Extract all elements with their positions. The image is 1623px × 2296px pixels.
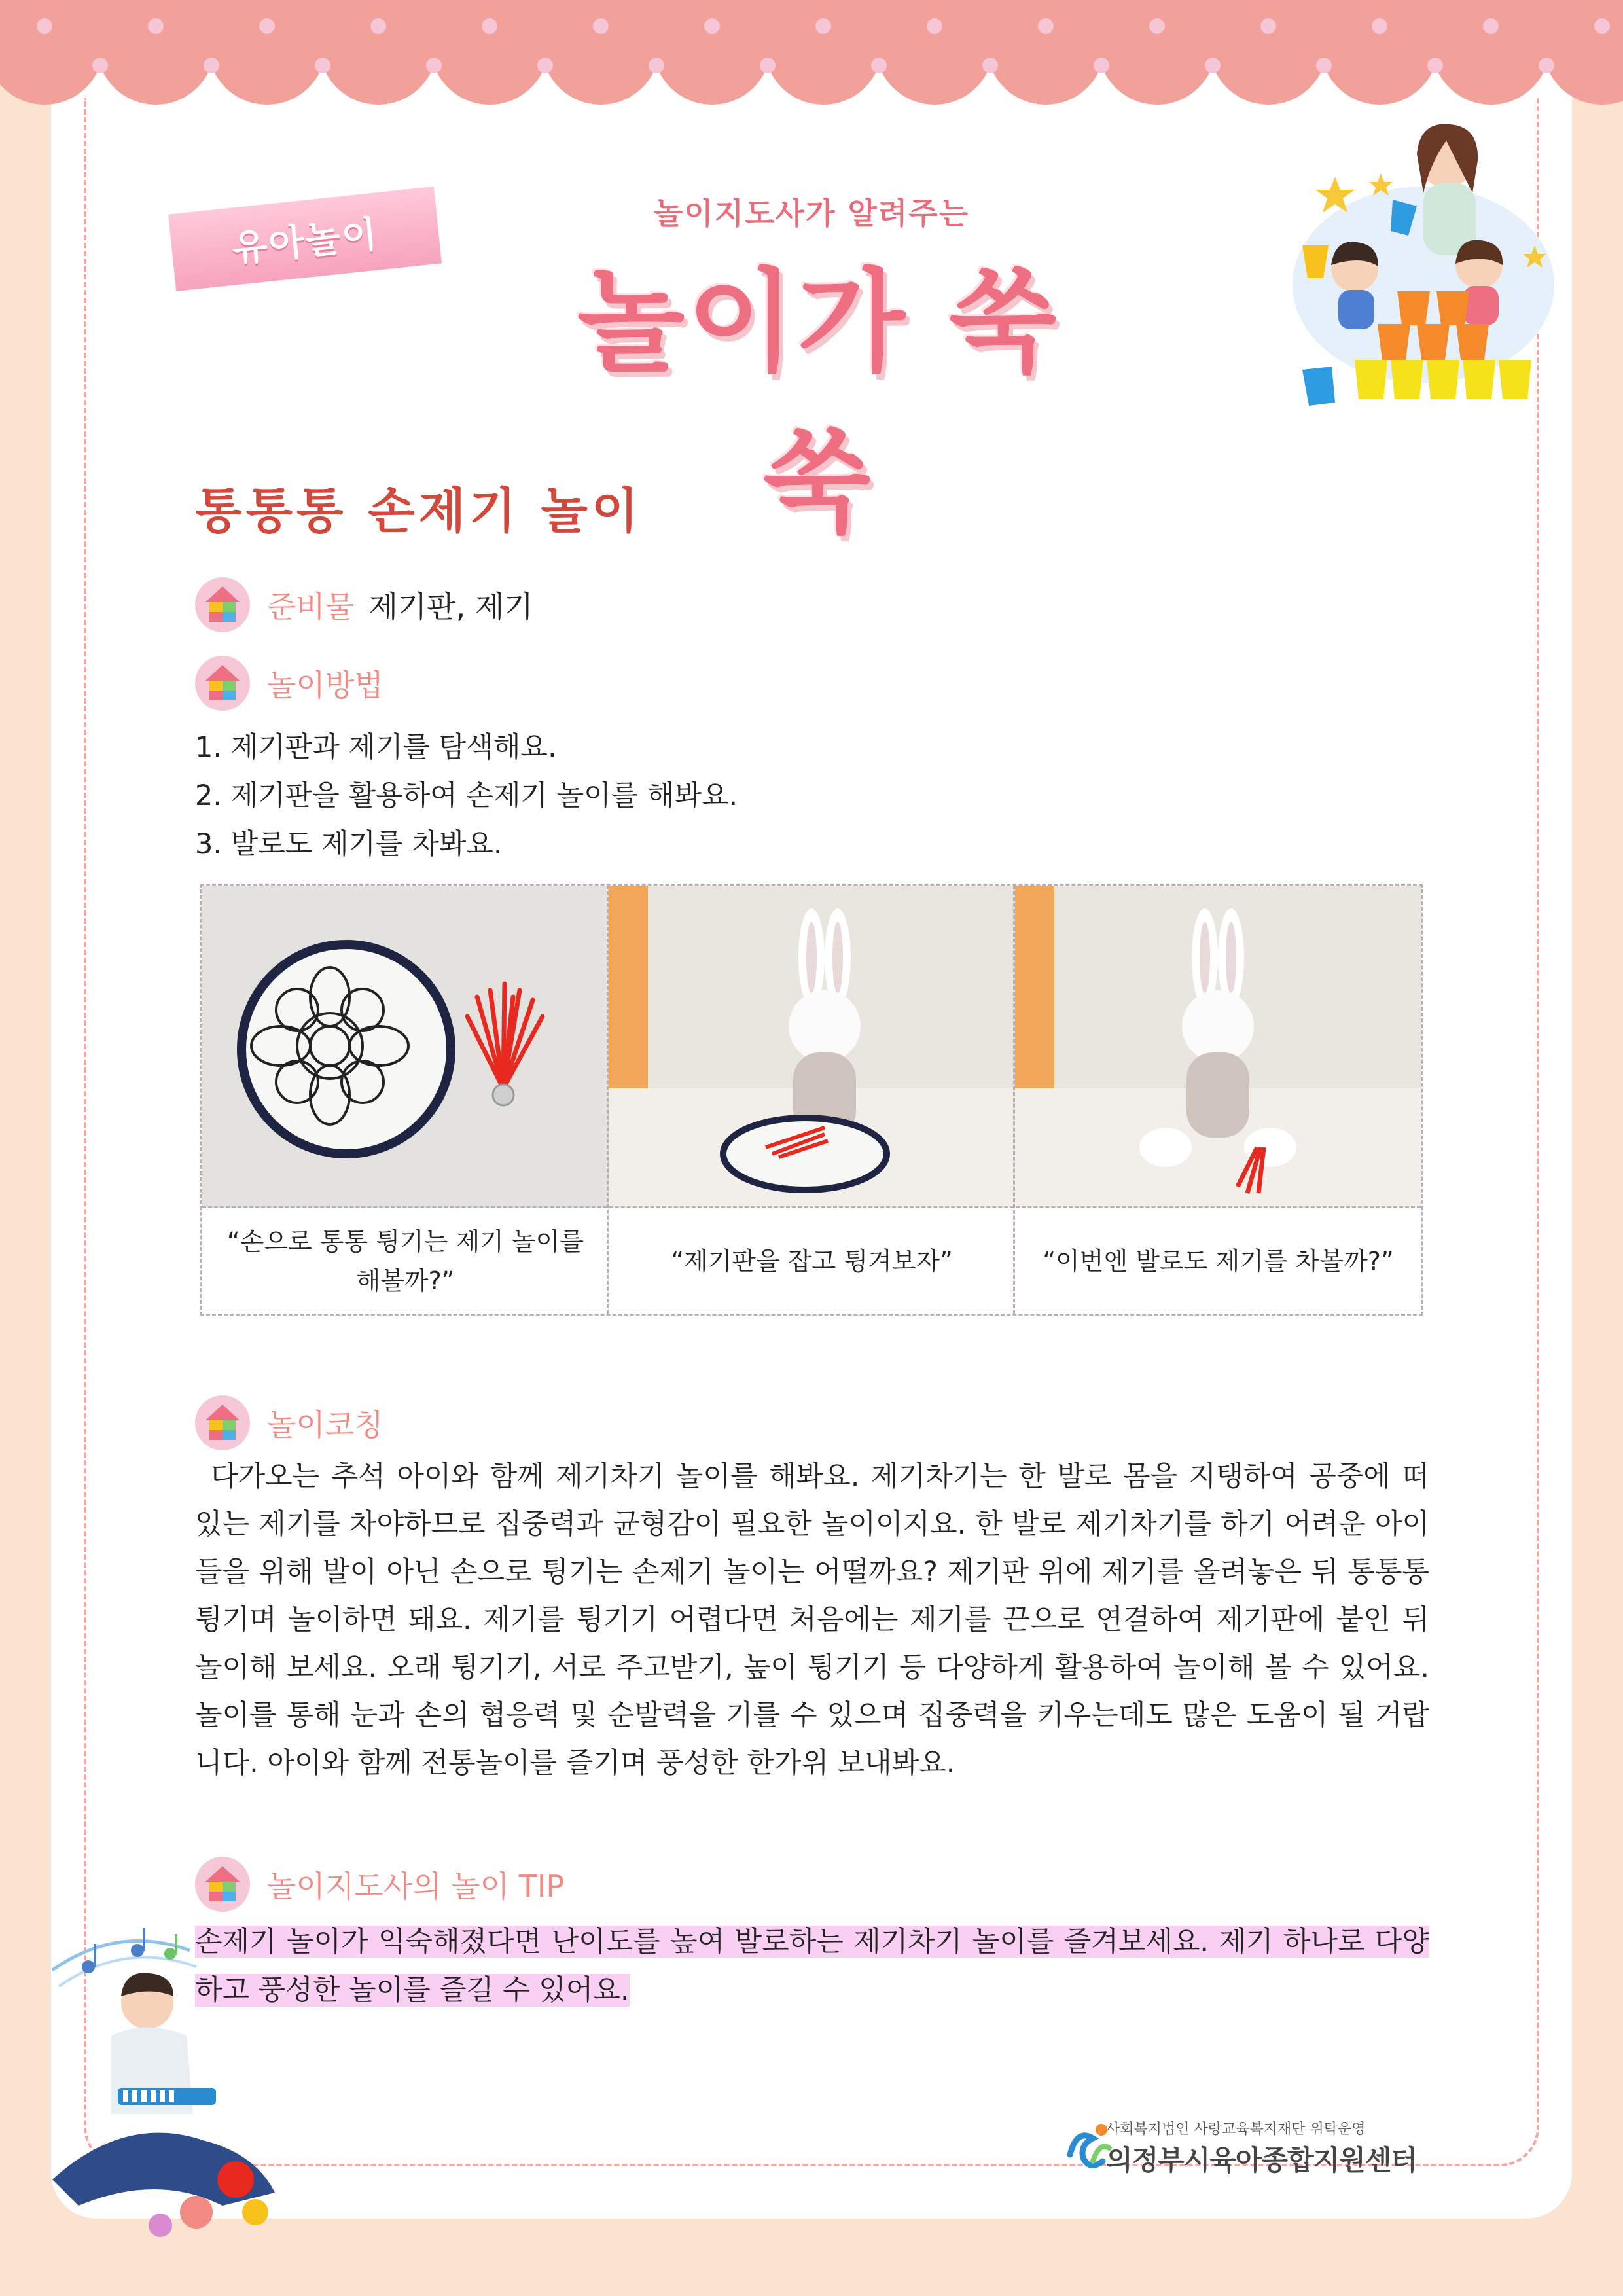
method-label: 놀이방법	[267, 668, 383, 703]
house-icon	[194, 576, 251, 634]
scallop-header-decoration	[0, 0, 1623, 111]
photo-caption: “이번엔 발로도 제기를 차볼까?”	[1043, 1247, 1394, 1276]
method-header	[194, 655, 383, 712]
coaching-header	[194, 1394, 383, 1452]
method-step: 1. 제기판과 제기를 탐색해요.	[195, 731, 557, 764]
photo-rabbit-kicking-jegi	[1015, 886, 1421, 1208]
coaching-label: 놀이코칭	[267, 1407, 383, 1443]
tip-label: 놀이지도사의 놀이 TIP	[267, 1869, 565, 1904]
method-step: 3. 발로도 제기를 차봐요.	[195, 828, 503, 861]
photo-rabbit-holding-board	[609, 886, 1015, 1208]
photo-caption: “제기판을 잡고 튕겨보자”	[671, 1247, 953, 1276]
photo-caption: “손으로 통통 튕기는 제기 놀이를 해볼까?”	[226, 1227, 584, 1295]
section-title: 통통통 손제기 놀이	[195, 483, 643, 539]
method-steps	[195, 723, 738, 869]
footer-org-line: 사회복지법인 사랑교육복지재단 위탁운영	[1106, 2121, 1366, 2138]
house-icon	[194, 655, 251, 712]
tip-text-block	[195, 1918, 1429, 2015]
materials-row	[194, 576, 533, 634]
header-subtitle: 놀이지도사가 알려주는	[653, 196, 970, 231]
header-title: 놀이가 쑥쑥	[577, 258, 1060, 548]
footer-center-name: 의정부시육아종합지원센터	[1106, 2144, 1417, 2176]
coaching-text: 다가오는 추석 아이와 함께 제기차기 놀이를 해봐요. 제기차기는 한 발로 몸을 지탱하여 공중에 떠 있는 제기를 차야하므로 집중력과 균형감이 필요한 놀이이지요. 한 발로 제기차기를 하기 어려운 아이들을 위해 발이 아닌 손으로 튕기는 손제기 놀이는 어떨까요? 제기판 위에 제기를 올려놓은 뒤 통통통 튕기며 놀이하면 돼요. 제기를 튕기기 어렵다면 처음에는 제기를 끈으로 연결하여 제기판에 붙인 뒤 놀이해 보세요. 오래 튕기기, 서로 주고받기, 높이 튕기기 등 다양하게 활용하여 놀이해 볼 수 있어요. 놀이를 통해 눈과 손의 협응력 및 순발력을 기를 수 있으며 집중력을 키우는데도 많은 도움이 될 거랍니다. 아이와 함께 전통놀이를 즐기며 풍성한 한가위 보내봐요.	[195, 1460, 1429, 1780]
photo-jegi-board	[202, 886, 609, 1208]
materials-value: 제기판, 제기	[368, 589, 533, 624]
photo-table	[200, 884, 1423, 1316]
category-badge: 유아놀이	[168, 187, 442, 291]
house-icon	[194, 1394, 251, 1452]
method-step: 2. 제기판을 활용하여 손제기 놀이를 해봐요.	[195, 780, 738, 812]
children-cup-stacking-illustration	[1283, 115, 1564, 409]
materials-label: 준비물	[267, 589, 355, 624]
musician-illustration	[39, 1898, 327, 2245]
tip-text: 손제기 놀이가 익숙해졌다면 난이도를 높여 발로하는 제기차기 놀이를 즐겨보세요. 제기 하나로 다양하고 풍성한 놀이를 즐길 수 있어요.	[195, 1926, 1429, 2007]
